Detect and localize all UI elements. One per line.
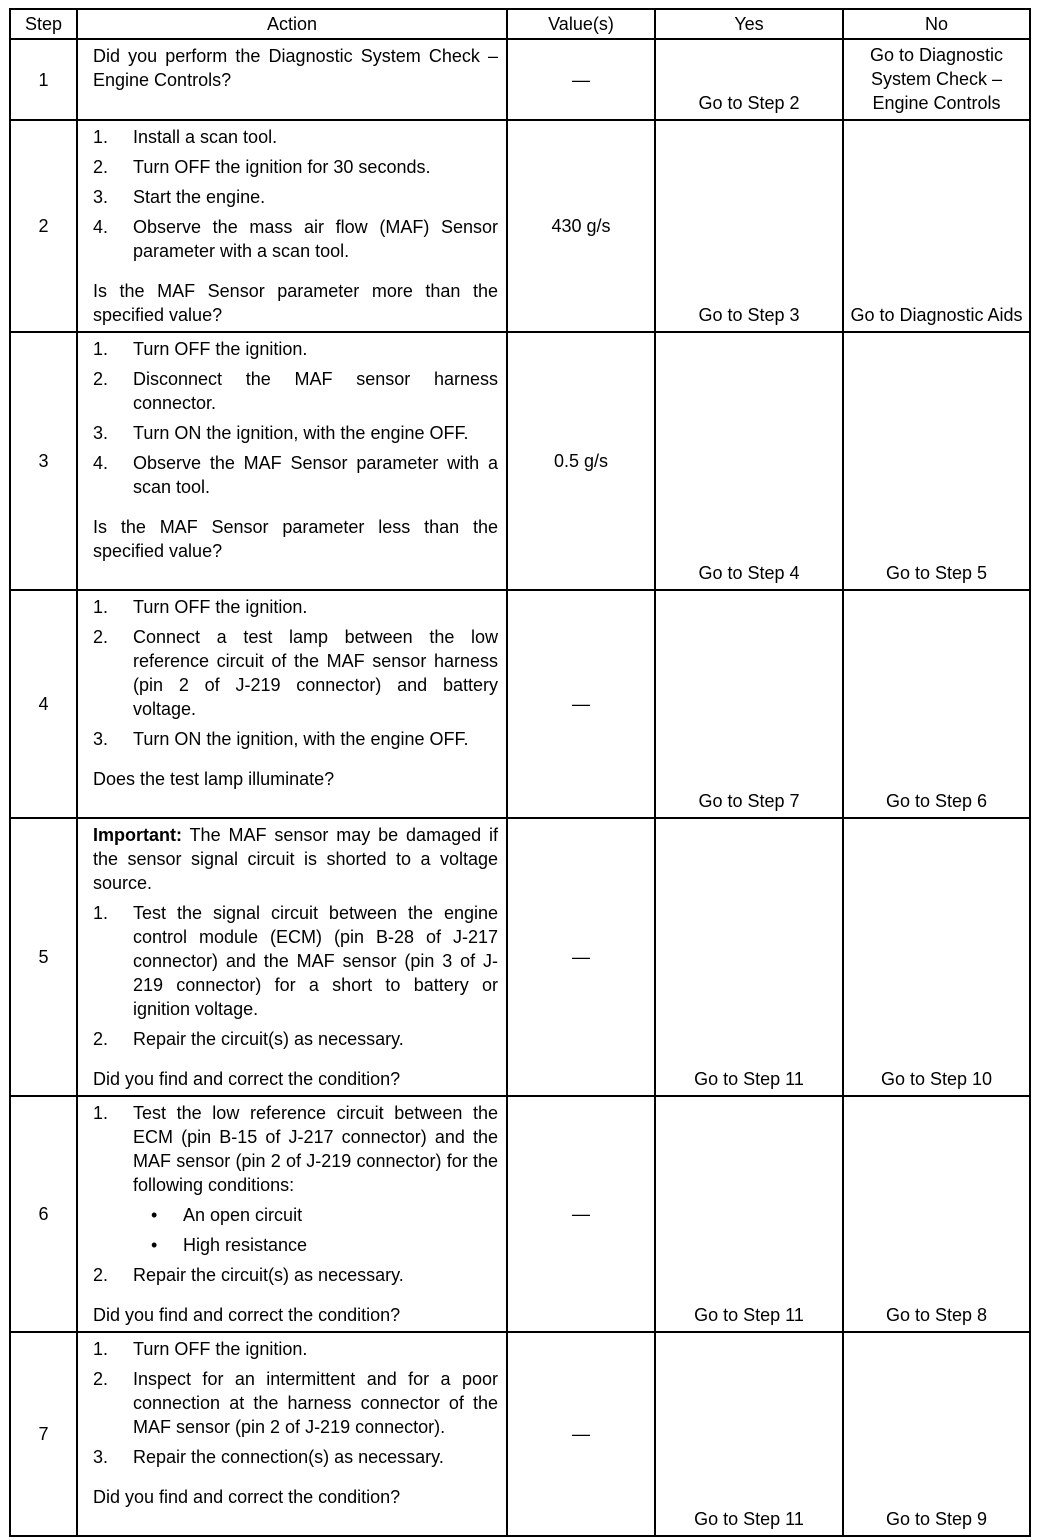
action-cell: [77, 332, 507, 590]
value-cell: 430 g/s: [507, 120, 655, 332]
no-cell: Go to Step 9: [843, 1332, 1030, 1536]
action-item: [93, 337, 498, 361]
header-row: [10, 9, 1030, 39]
item-number: 3.: [93, 423, 109, 443]
action-item: [93, 1445, 498, 1469]
action-question: Did you perform the Diagnostic System Check – Engine Controls?: [93, 46, 498, 90]
table-row: [10, 590, 1030, 818]
bullet-dot: •: [151, 1205, 158, 1225]
step-number: 6: [10, 1096, 77, 1332]
action-item: [93, 451, 498, 499]
header-action: Action: [77, 9, 507, 39]
action-question: Does the test lamp illuminate?: [93, 769, 335, 789]
step-number: 7: [10, 1332, 77, 1536]
item-text: Inspect for an intermittent and for a poor connection at the harness connector of the MAF sensor (pin 2 of J-219 connector).: [133, 1369, 498, 1437]
step-number: 2: [10, 120, 77, 332]
item-text: Connect a test lamp between the low reference circuit of the MAF sensor harness (pin 2 of J-219 connector) and battery voltage.: [133, 627, 498, 719]
table-row: [10, 1332, 1030, 1536]
yes-cell: Go to Step 2: [655, 39, 843, 120]
item-number: 2.: [93, 1369, 109, 1389]
important-label: Important:: [93, 825, 182, 845]
table-row: [10, 39, 1030, 120]
action-item: [93, 215, 498, 263]
item-number: 1.: [93, 903, 109, 923]
action-item: [93, 155, 498, 179]
action-item: [93, 727, 498, 751]
item-text: Turn OFF the ignition.: [133, 597, 308, 617]
item-text: Turn OFF the ignition.: [133, 339, 308, 359]
action-item: [93, 625, 498, 721]
important-text: The MAF sensor may be damaged if the sensor signal circuit is shorted to a voltage source.: [93, 825, 498, 893]
yes-cell: Go to Step 11: [655, 818, 843, 1096]
action-item: [93, 125, 498, 149]
action-question: Is the MAF Sensor parameter more than the specified value?: [93, 281, 498, 325]
item-text: Turn OFF the ignition for 30 seconds.: [133, 157, 431, 177]
header-values: Value(s): [507, 9, 655, 39]
action-cell: [77, 120, 507, 332]
action-item: [93, 901, 498, 1021]
item-text: Observe the mass air flow (MAF) Sensor parameter with a scan tool.: [133, 217, 498, 261]
item-text: Disconnect the MAF sensor harness connector.: [133, 369, 498, 413]
item-number: 1.: [93, 127, 109, 147]
item-number: 1.: [93, 339, 109, 359]
action-cell: [77, 39, 507, 120]
header-step: Step: [10, 9, 77, 39]
yes-cell: Go to Step 4: [655, 332, 843, 590]
action-cell: [77, 818, 507, 1096]
action-item: [93, 595, 498, 619]
action-item: [93, 1263, 498, 1287]
action-question: Did you find and correct the condition?: [93, 1305, 401, 1325]
step-number: 3: [10, 332, 77, 590]
value-cell: —: [507, 1096, 655, 1332]
no-cell: Go to Step 5: [843, 332, 1030, 590]
table-row: [10, 120, 1030, 332]
item-number: 1.: [93, 1103, 109, 1123]
item-number: 1.: [93, 1339, 109, 1359]
value-cell: —: [507, 590, 655, 818]
table-row: [10, 1096, 1030, 1332]
header-no: No: [843, 9, 1030, 39]
bullet-dot: •: [151, 1235, 158, 1255]
action-question: Did you find and correct the condition?: [93, 1487, 401, 1507]
action-item: [93, 421, 498, 445]
value-cell: —: [507, 39, 655, 120]
action-cell: [77, 590, 507, 818]
bullet-item: [133, 1233, 498, 1257]
bullet-text: An open circuit: [183, 1205, 303, 1225]
item-text: Turn OFF the ignition.: [133, 1339, 308, 1359]
action-cell: [77, 1096, 507, 1332]
item-number: 2.: [93, 1265, 109, 1285]
item-text: Start the engine.: [133, 187, 266, 207]
item-text: Observe the MAF Sensor parameter with a scan tool.: [133, 453, 498, 497]
important-note: [93, 823, 498, 895]
value-cell: —: [507, 1332, 655, 1536]
item-text: Turn ON the ignition, with the engine OFF.: [133, 729, 469, 749]
yes-cell: Go to Step 11: [655, 1332, 843, 1536]
item-text: Repair the circuit(s) as necessary.: [133, 1265, 404, 1285]
yes-cell: Go to Step 7: [655, 590, 843, 818]
item-text: Repair the connection(s) as necessary.: [133, 1447, 444, 1467]
item-number: 2.: [93, 627, 109, 647]
item-number: 2.: [93, 369, 109, 389]
no-cell: Go to Diagnostic System Check – Engine Controls: [843, 39, 1030, 120]
action-item: [93, 1027, 498, 1051]
yes-cell: Go to Step 11: [655, 1096, 843, 1332]
diagnostic-table: [9, 8, 1031, 1537]
table-row: [10, 332, 1030, 590]
item-number: 2.: [93, 157, 109, 177]
action-question: Did you find and correct the condition?: [93, 1069, 401, 1089]
value-cell: 0.5 g/s: [507, 332, 655, 590]
item-number: 1.: [93, 597, 109, 617]
header-yes: Yes: [655, 9, 843, 39]
no-cell: Go to Diagnostic Aids: [843, 120, 1030, 332]
bullet-item: [133, 1203, 498, 1227]
action-item: [93, 367, 498, 415]
yes-cell: Go to Step 3: [655, 120, 843, 332]
item-number: 3.: [93, 187, 109, 207]
no-cell: Go to Step 8: [843, 1096, 1030, 1332]
value-cell: —: [507, 818, 655, 1096]
action-item: [93, 185, 498, 209]
item-number: 4.: [93, 453, 109, 473]
item-number: 4.: [93, 217, 109, 237]
step-number: 4: [10, 590, 77, 818]
item-number: 2.: [93, 1029, 109, 1049]
item-text: Turn ON the ignition, with the engine OFF.: [133, 423, 469, 443]
item-text: Test the signal circuit between the engine control module (ECM) (pin B-28 of J-217 connector) and the MAF sensor (pin 3 of J-219 connector) for a short to battery or ignition voltage.: [133, 903, 498, 1019]
action-item: [93, 1367, 498, 1439]
bullet-text: High resistance: [183, 1235, 308, 1255]
action-item: [93, 1337, 498, 1361]
no-cell: Go to Step 10: [843, 818, 1030, 1096]
action-cell: [77, 1332, 507, 1536]
action-question: Is the MAF Sensor parameter less than the specified value?: [93, 517, 498, 561]
step-number: 5: [10, 818, 77, 1096]
step-number: 1: [10, 39, 77, 120]
table-row: [10, 818, 1030, 1096]
item-text: Install a scan tool.: [133, 127, 278, 147]
no-cell: Go to Step 6: [843, 590, 1030, 818]
item-number: 3.: [93, 729, 109, 749]
item-text: Test the low reference circuit between the ECM (pin B-15 of J-217 connector) and the MAF sensor (pin 2 of J-219 connector) for the following conditions:: [133, 1103, 498, 1195]
item-text: Repair the circuit(s) as necessary.: [133, 1029, 404, 1049]
action-item: [93, 1101, 498, 1197]
item-number: 3.: [93, 1447, 109, 1467]
